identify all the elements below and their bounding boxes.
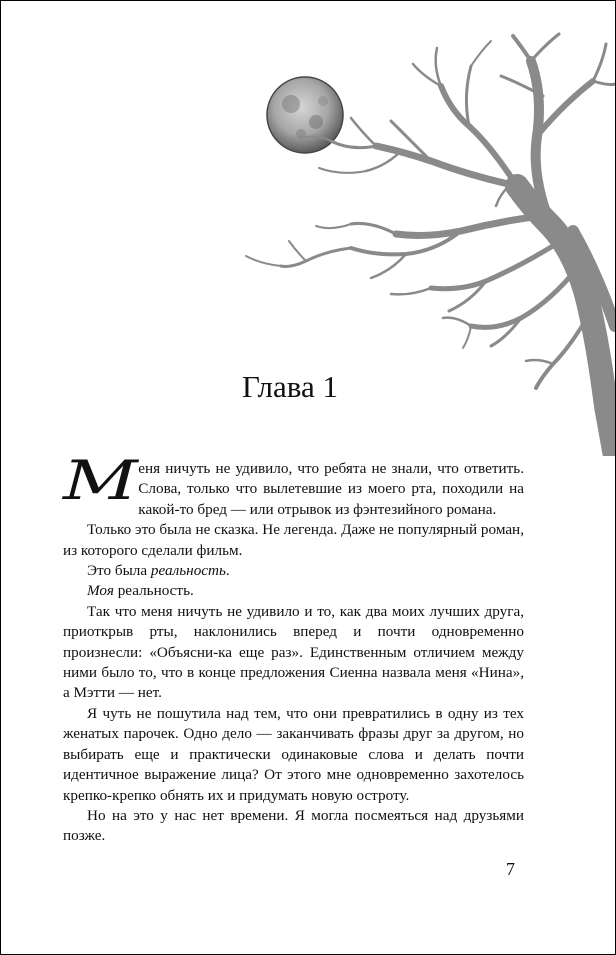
- chapter-title: Глава 1: [241, 369, 339, 404]
- paragraph-4: [63, 581, 524, 601]
- paragraph-3-end: .: [225, 562, 230, 580]
- paragraph-3-start: Это была: [87, 562, 151, 580]
- paragraph-1: [63, 449, 524, 520]
- paragraph-7: Но на это у нас нет времени. Я могла посмеяться над друзьями позже.: [63, 806, 524, 845]
- paragraph-4-end: реальность.: [113, 582, 194, 600]
- paragraph-3: [63, 561, 524, 581]
- paragraph-5: Так что меня ничуть не удивило и то, как два моих лучших друга, приоткрыв рты, наклонились вперед и почти одновременно произнесли: «Объясни-ка еще раз». Единственным отличием между ними было то, что в конце предложения Сиенна назвала меня «Нина», а Мэтти — нет.: [63, 602, 524, 702]
- drop-cap: М: [63, 449, 138, 512]
- paragraph-6: Я чуть не пошутила над тем, что они превратились в одну из тех женатых парочек. Одно дело — заканчивать фразы друг за другом, но выбирать еще и практически одинаковые слова и делать почти идентичное выражение лица? От этого мне одновременно захотелось крепко-крепко обнять их и придумать новую остроту.: [63, 704, 524, 804]
- paragraph-4-emphasis: Моя: [87, 582, 114, 600]
- chapter-body: [63, 449, 524, 847]
- paragraph-1-text: еня ничуть не удивило, что ребята не знали, что ответить. Слова, только что вылетевшие из моего рта, походили на какой-то бред — или отрывок из фэнтезийного романа.: [138, 460, 524, 518]
- paragraph-2: Только это была не сказка. Не легенда. Даже не популярный роман, из которого сделали фильм.: [63, 521, 524, 559]
- page-number: 7: [506, 859, 515, 879]
- paragraph-3-emphasis: реальность: [150, 562, 226, 580]
